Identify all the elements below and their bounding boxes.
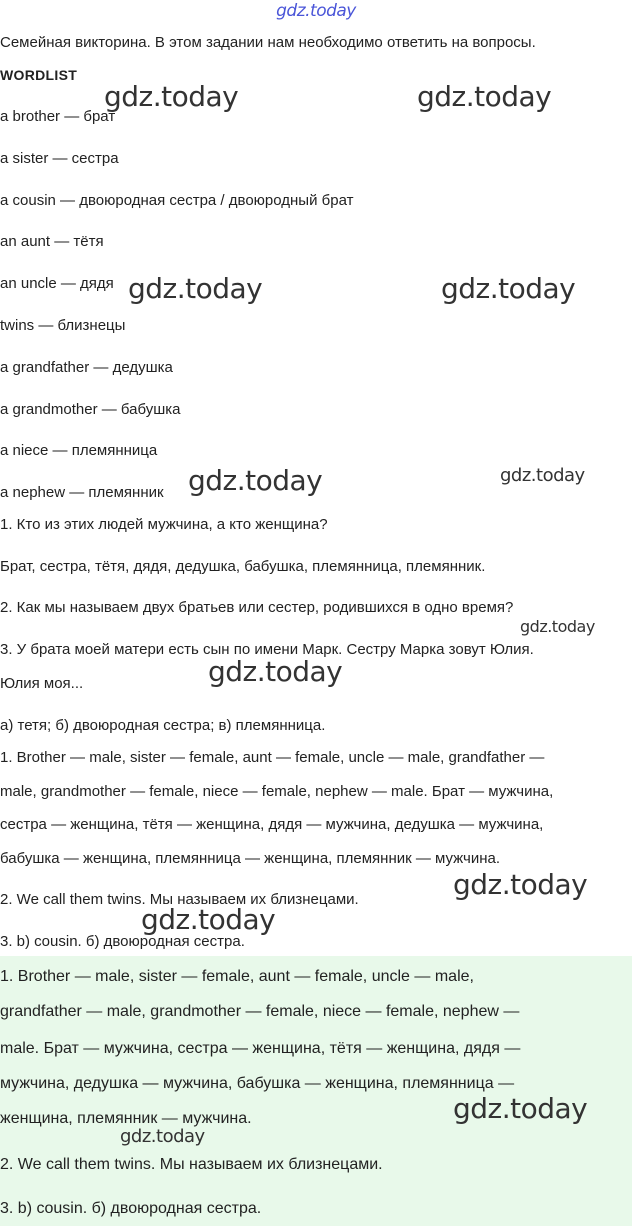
question-line: Брат, сестра, тётя, дядя, дедушка, бабушка, племянница, племянник.	[0, 558, 486, 575]
intro-text: Семейная викторина. В этом задании нам необходимо ответить на вопросы.	[0, 34, 536, 51]
wordlist-item: a grandmother — бабушка	[0, 401, 181, 418]
watermark: gdz.today	[120, 1126, 205, 1147]
watermark: gdz.today	[453, 1092, 588, 1125]
wordlist-item: a niece — племянница	[0, 442, 158, 459]
answer-line: бабушка — женщина, племянница — женщина, племянник — мужчина.	[0, 850, 501, 867]
answer-box-line: 1. Brother — male, sister — female, aunt — female, uncle — male,	[0, 968, 474, 985]
watermark: gdz.today	[141, 903, 276, 936]
watermark: gdz.today	[417, 80, 552, 113]
answer-box-line: male. Брат — мужчина, сестра — женщина, тётя — женщина, дядя —	[0, 1040, 521, 1057]
wordlist-item: a nephew — племянник	[0, 484, 164, 501]
watermark: gdz.today	[104, 80, 239, 113]
wordlist-item: an uncle — дядя	[0, 275, 114, 292]
wordlist-heading: WORDLIST	[0, 67, 78, 83]
answer-line: сестра — женщина, тётя — женщина, дядя — мужчина, дедушка — мужчина,	[0, 816, 544, 833]
watermark: gdz.today	[441, 272, 576, 305]
watermark: gdz.today	[128, 272, 263, 305]
answer-box	[0, 956, 632, 1226]
wordlist-item: a cousin — двоюродная сестра / двоюродный брат	[0, 192, 354, 209]
wordlist-item: a sister — сестра	[0, 150, 119, 167]
answer-box-line: 2. We call them twins. Мы называем их близнецами.	[0, 1156, 383, 1173]
site-logo[interactable]: gdz.today	[276, 1, 356, 21]
answer-line: 3. b) cousin. б) двоюродная сестра.	[0, 933, 245, 950]
question-line: 3. У брата моей матери есть сын по имени Марк. Сестру Марка зовут Юлия.	[0, 641, 534, 658]
watermark: gdz.today	[500, 465, 585, 486]
question-line: а) тетя; б) двоюродная сестра; в) племянница.	[0, 717, 326, 734]
answer-line: 1. Brother — male, sister — female, aunt — female, uncle — male, grandfather —	[0, 749, 545, 766]
question-line: 1. Кто из этих людей мужчина, а кто женщина?	[0, 516, 328, 533]
answer-box-line: женщина, племянник — мужчина.	[0, 1110, 252, 1127]
answer-box-line: 3. b) cousin. б) двоюродная сестра.	[0, 1200, 262, 1217]
watermark: gdz.today	[208, 655, 343, 688]
watermark: gdz.today	[188, 464, 323, 497]
wordlist-item: twins — близнецы	[0, 317, 126, 334]
watermark: gdz.today	[453, 868, 588, 901]
wordlist-item: a brother — брат	[0, 108, 116, 125]
wordlist-item: a grandfather — дедушка	[0, 359, 173, 376]
question-line: 2. Как мы называем двух братьев или сестер, родившихся в одно время?	[0, 599, 514, 616]
answer-box-line: grandfather — male, grandmother — female, niece — female, nephew —	[0, 1003, 520, 1020]
answer-line: male, grandmother — female, niece — female, nephew — male. Брат — мужчина,	[0, 783, 554, 800]
watermark: gdz.today	[520, 617, 595, 636]
wordlist-item: an aunt — тётя	[0, 233, 104, 250]
question-line: Юлия моя...	[0, 675, 84, 692]
answer-box-line: мужчина, дедушка — мужчина, бабушка — женщина, племянница —	[0, 1075, 515, 1092]
answer-line: 2. We call them twins. Мы называем их близнецами.	[0, 891, 359, 908]
